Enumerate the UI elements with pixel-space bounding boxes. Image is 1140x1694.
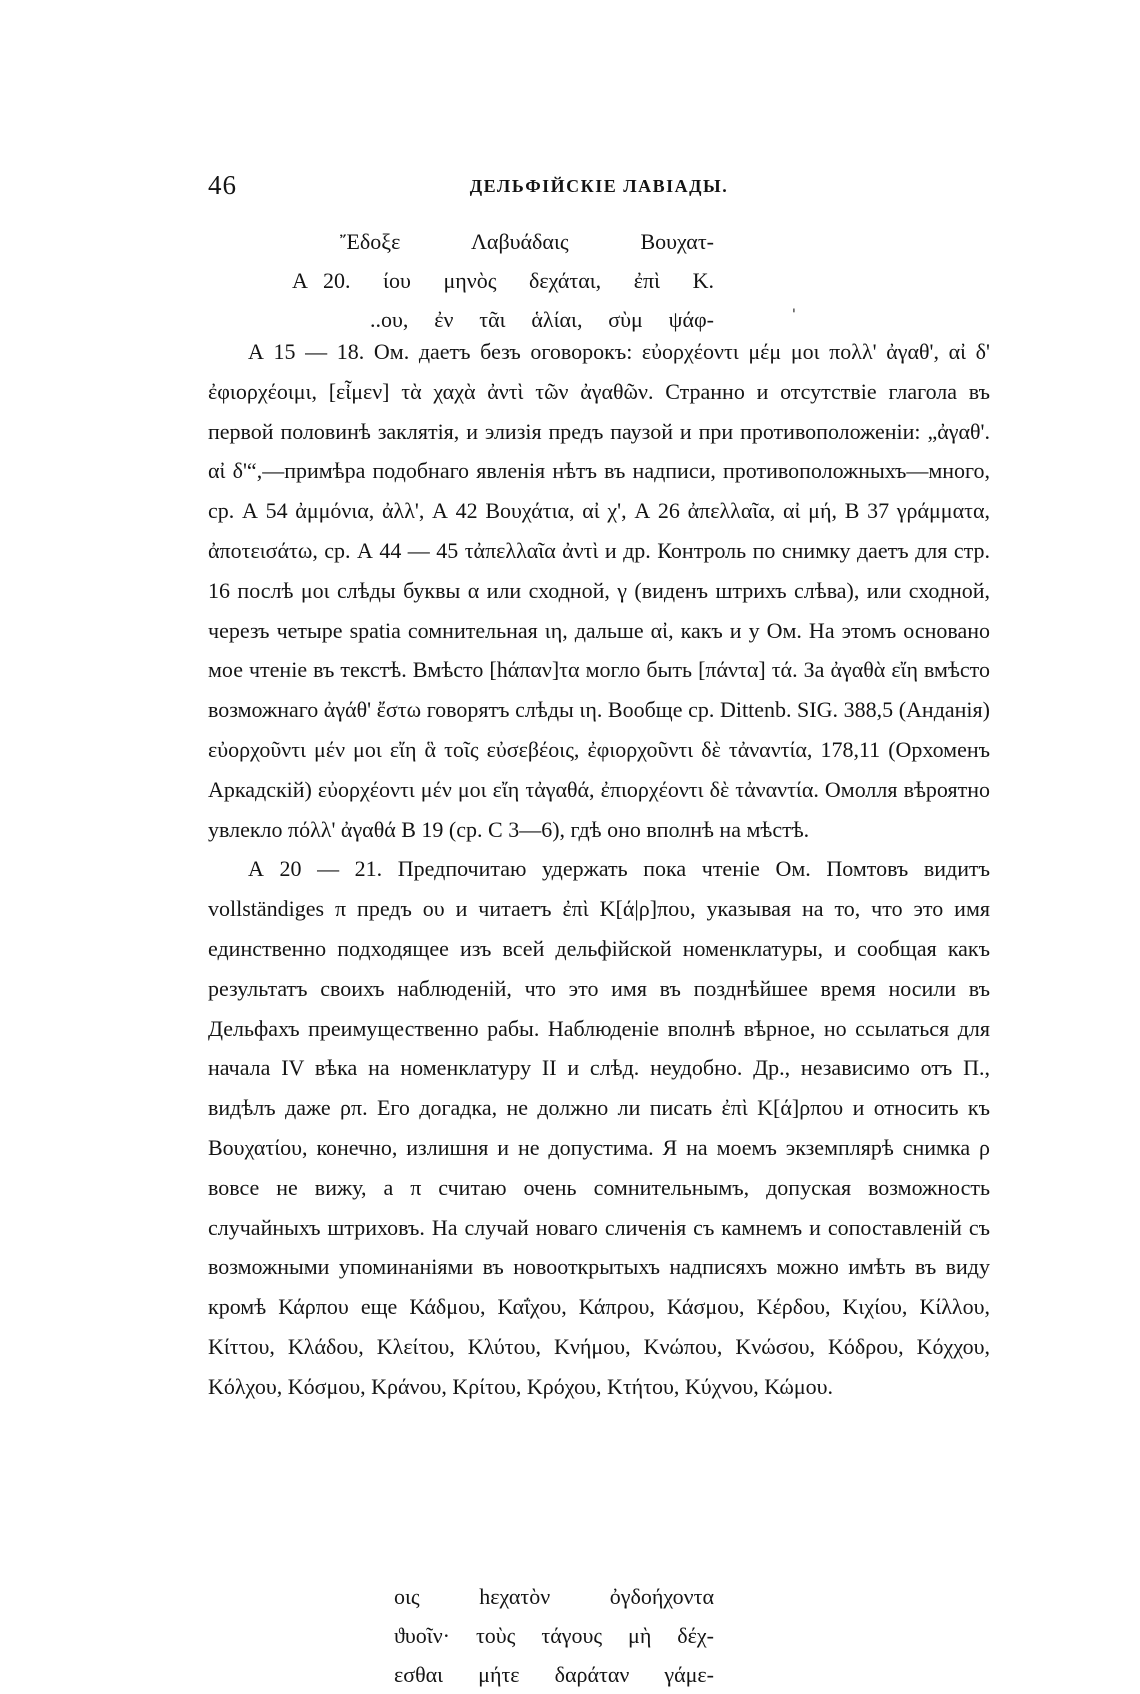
inscription-excerpt-top	[292, 222, 714, 339]
running-head: ДЕЛЬФІЙСКІЕ ЛАВІАДЫ.	[469, 176, 729, 196]
margin-mark: '	[792, 307, 796, 323]
page-header	[208, 170, 990, 210]
inscription-line: οις hεχατὸν ὀγδοήχοντα	[394, 1584, 714, 1609]
commentary-text	[208, 332, 990, 1407]
page-number: 46	[208, 170, 237, 200]
commentary-paragraph: А 20 — 21. Предпочитаю удержать пока чтеніе Ом. Помтовъ видитъ vollständiges π предъ ου и читаетъ ἐπὶ Κ[ά|ρ]που, указывая на то, что это имя единственно подходящее изъ всей дельфійской номенклатуры, и сообщая какъ результатъ своихъ наблюденій, что это имя въ позднѣйшее время носили въ Дельфахъ преимущественно рабы. Наблюденіе вполнѣ вѣрное, но ссылаться для начала IV вѣка на номенклатуру II и слѣд. неудобно. Др., независимо отъ П., видѣлъ даже ρπ. Его догадка, не должно ли писать ἐπὶ Κ[ά]ρπου и относить къ Βουχατίου, конечно, излишня и не допустима. Я на моемъ экземплярѣ снимка ρ вовсе не вижу, а π считаю очень сомнительнымъ, допуская возможность случайныхъ штриховъ. На случай новаго сличенія съ камнемъ и сопоставленій съ возможными упоминаніями въ новооткрытыхъ надписяхъ можно имѣть въ виду кромѣ Κάρπου еще Κάδμου, Καΐχου, Κάπρου, Κάσμου, Κέρδου, Κιχίου, Κίλλου, Κίττου, Κλάδου, Κλείτου, Κλύτου, Κνήμου, Κνώπου, Κνώσου, Κόδρου, Κόχχου, Κόλχου, Κόσμου, Κράνου, Κρίτου, Κρόχου, Κτήτου, Κύχνου, Κώμου.	[208, 856, 990, 1399]
commentary-paragraph: А 15 — 18. Ом. даетъ безъ оговорокъ: εὐορχέοντι μέμ μοι πολλ' ἀγαθ', αἰ δ' ἐφιορχέοιμι, [εἶμεν] τὰ χαχὰ ἀντὶ τῶν ἀγαθῶν. Странно и отсутствіе глагола въ первой половинѣ заклятія, и элизія предъ паузой и при противоположеніи: „ἀγαθ'. αἰ δ'“,—примѣра подобнаго явленія нѣтъ въ надписи, противоположныхъ—много, ср. А 54 ἀμμόνια, ἀλλ', А 42 Βουχάτια, αἰ χ', А 26 ἀπελλαῖα, αἰ μή, В 37 γράμματα, ἀποτεισάτω, ср. А 44 — 45 τἀπελλαῖα ἀντὶ и др. Контроль по снимку даетъ для стр. 16 послѣ μοι слѣды буквы α или сходной, γ (виденъ штрихъ слѣва), или сходной, черезъ четыре spatia сомнительная ιη, дальше αἰ, какъ и у Ом. На этомъ основано мое чтеніе въ текстѣ. Вмѣсто [hάπαν]τα могло быть [πάντα] τά. За ἀγαθὰ εἴη вмѣсто возможнаго ἀγάθ' ἔστω говорятъ слѣды ιη. Вообще ср. Dittenb. SIG. 388,5 (Андaнія) εὐορχοῦντι μέν μοι εἴη ἃ τοῖς εὐσεβέοις, ἐφιορχοῦντι δὲ τἀναντία, 178,11 (Орхоменъ Аркадскій) εὐορχέοντι μέν μοι εἴη τἀγαθά, ἐπιορχέοντι δὲ τἀναντία. Омолля вѣроятно увлекло πόλλ' ἀγαθά В 19 (ср. С 3—6), гдѣ оно вполнѣ на мѣстѣ.	[208, 339, 990, 842]
inscription-line: A 20. ίου μηνὸς δεχάται, ἐπὶ Κ.	[292, 268, 714, 293]
inscription-line: εσθαι μήτε δαράταν γάμε-	[394, 1662, 714, 1687]
inscription-line: Ἔδοξε Λαβυάδαις Βουχατ-	[340, 229, 714, 254]
inscription-line: ..ου, ἐν τᾶι ἁλίαι, σὺμ ψάφ-	[370, 307, 714, 332]
inscription-excerpt-bottom	[394, 1577, 714, 1694]
inscription-line: ϑυοῖν· τοὺς τάγους μὴ δέχ-	[394, 1623, 714, 1648]
